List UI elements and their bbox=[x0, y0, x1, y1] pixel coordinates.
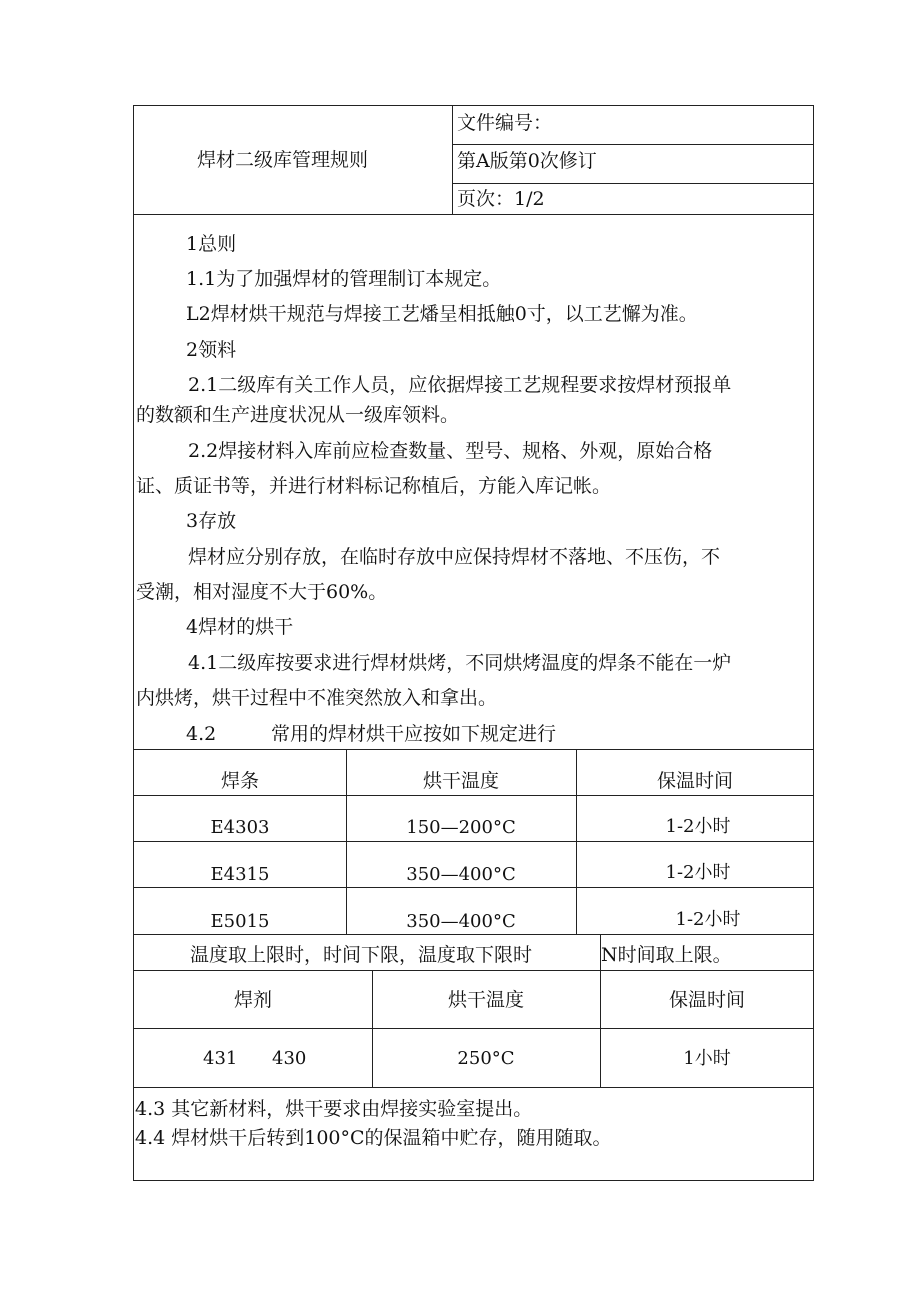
electrode-table-line-1 bbox=[133, 795, 814, 796]
electrode-table-line-2 bbox=[133, 841, 814, 842]
flux-table-line-1 bbox=[133, 1028, 814, 1029]
temperature-cell: 350—400°C bbox=[406, 911, 516, 932]
electrode-table-bottom bbox=[133, 934, 814, 935]
document-number-label: 文件编号： bbox=[457, 112, 553, 134]
section-1-2: L2焊材烘干规范与焊接工艺燔呈相抵触0寸，以工艺懈为准。 bbox=[186, 303, 698, 325]
section-4-2-text: 常用的焊材烘干应按如下规定进行 bbox=[271, 723, 557, 745]
header-row-line-1 bbox=[452, 144, 814, 145]
duration-cell: 1-2小时 bbox=[665, 816, 731, 837]
header-bottom-line bbox=[133, 214, 814, 215]
electrode-header-time: 保温时间 bbox=[656, 770, 734, 792]
electrode-table-col-1 bbox=[346, 749, 347, 934]
note-row-bottom bbox=[133, 970, 814, 971]
section-1-heading: 1总则 bbox=[186, 233, 237, 255]
section-1-1: 1.1为了加强焊材的管理制订本规定。 bbox=[186, 268, 502, 290]
note-row-left: 温度取上限时，时间下限，温度取下限时 bbox=[190, 944, 533, 966]
section-4-1-line-1: 4.1二级库按要求进行焊材烘烤，不同烘烤温度的焊条不能在一炉 bbox=[188, 652, 732, 674]
section-4-2-number: 4.2 bbox=[186, 723, 217, 745]
flux-duration-cell: 1小时 bbox=[683, 1048, 731, 1069]
flux-cell-a: 431 bbox=[203, 1048, 238, 1069]
electrode-header-electrode: 焊条 bbox=[220, 770, 260, 792]
electrode-table-top bbox=[133, 749, 814, 750]
electrode-header-temp: 烘干温度 bbox=[422, 770, 500, 792]
section-2-1-line-1: 2.1二级库有关工作人员，应依据焊接工艺规程要求按焊材预报单 bbox=[188, 374, 732, 396]
section-2-2-line-2: 证、质证书等，并进行材料标记称植后，方能入库记帐。 bbox=[136, 475, 612, 497]
note-row-right: N时间取上限。 bbox=[601, 944, 732, 966]
electrode-cell: E5015 bbox=[210, 911, 270, 932]
section-2-1-line-2: 的数额和生产进度状况从一级库领料。 bbox=[136, 404, 460, 426]
header-divider bbox=[452, 105, 453, 215]
document-title: 焊材二级库管理规则 bbox=[197, 149, 369, 171]
section-2-heading: 2领料 bbox=[186, 339, 237, 361]
section-4-1-line-2: 内烘烤，烘干过程中不准突然放入和拿出。 bbox=[136, 687, 498, 709]
revision-label: 第A版第0次修订 bbox=[457, 150, 597, 172]
flux-table-col-2 bbox=[600, 970, 601, 1087]
flux-header-time: 保温时间 bbox=[668, 989, 746, 1011]
electrode-cell: E4303 bbox=[210, 817, 270, 838]
section-3-line-2: 受潮，相对湿度不大于60%。 bbox=[136, 581, 388, 603]
section-4-4: 4.4 焊材烘干后转到100°C的保温箱中贮存，随用随取。 bbox=[135, 1127, 612, 1149]
page-label: 页次：1/2 bbox=[457, 188, 545, 210]
flux-header-flux: 焊剂 bbox=[233, 989, 273, 1011]
flux-table-bottom bbox=[133, 1087, 814, 1088]
section-2-2-line-1: 2.2焊接材料入库前应检查数量、型号、规格、外观，原始合格 bbox=[188, 440, 713, 462]
section-4-3: 4.3 其它新材料，烘干要求由焊接实验室提出。 bbox=[135, 1098, 533, 1120]
header-row-line-2 bbox=[452, 183, 814, 184]
duration-cell: 1-2小时 bbox=[665, 862, 731, 883]
document-frame bbox=[133, 105, 814, 1181]
electrode-cell: E4315 bbox=[210, 864, 270, 885]
flux-cell-b: 430 bbox=[272, 1048, 307, 1069]
section-3-line-1: 焊材应分别存放，在临时存放中应保持焊材不落地、不压伤，不 bbox=[188, 546, 721, 568]
flux-temperature-cell: 250°C bbox=[457, 1048, 515, 1069]
flux-header-temp: 烘干温度 bbox=[447, 989, 525, 1011]
electrode-table-col-2 bbox=[576, 749, 577, 934]
electrode-table-line-3 bbox=[133, 887, 814, 888]
temperature-cell: 350—400°C bbox=[406, 864, 516, 885]
section-4-heading: 4焊材的烘干 bbox=[186, 616, 294, 638]
section-3-heading: 3存放 bbox=[186, 510, 237, 532]
temperature-cell: 150—200°C bbox=[406, 817, 516, 838]
duration-cell: 1-2小时 bbox=[675, 909, 741, 930]
flux-table-col-1 bbox=[372, 970, 373, 1087]
